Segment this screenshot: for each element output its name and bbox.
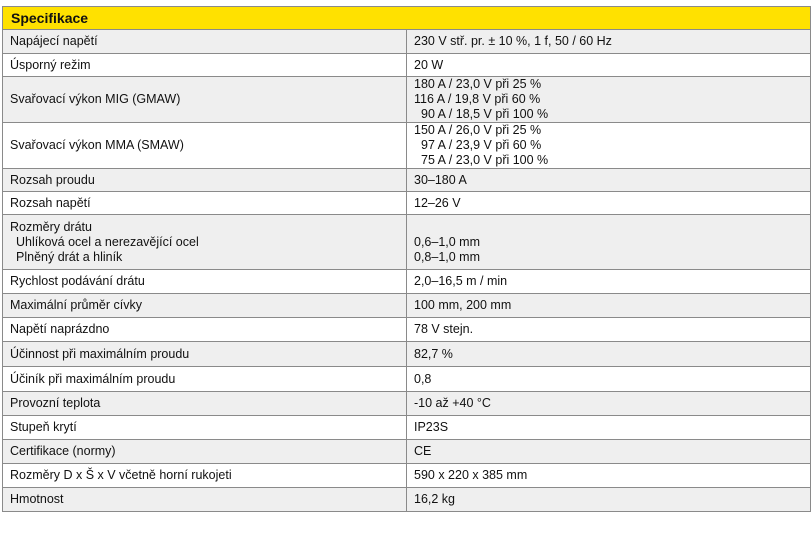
spec-label-cell (3, 77, 407, 123)
spec-value-cell (407, 464, 811, 488)
spec-value-cell (407, 30, 811, 54)
table-header-row (3, 7, 811, 30)
spec-value-cell (407, 77, 811, 123)
spec-label: Rozsah proudu (10, 172, 95, 187)
spec-value-cell (407, 342, 811, 367)
spec-value: 20 W (414, 57, 444, 72)
spec-value: 590 x 220 x 385 mm (414, 468, 528, 482)
spec-label: Rozsah napětí (10, 195, 91, 210)
spec-label: Provozní teplota (10, 396, 101, 410)
spec-row (3, 54, 811, 77)
spec-value-cell (407, 270, 811, 294)
spec-row (3, 440, 811, 464)
spec-value: 82,7 % (414, 346, 453, 361)
spec-label: Napájecí napětí (10, 34, 98, 48)
spec-label: Svařovací výkon MIG (GMAW) (10, 92, 181, 106)
spec-label-cell (3, 464, 407, 488)
spec-value: 116 A / 19,8 V při 60 % (414, 92, 541, 106)
spec-label: Napětí naprázdno (10, 322, 110, 336)
spec-value-cell (407, 294, 811, 318)
spec-row (3, 169, 811, 192)
spec-row (3, 392, 811, 416)
spec-label: Maximální průměr cívky (10, 298, 142, 312)
spec-row (3, 342, 811, 367)
spec-sublabel: Plněný drát a hliník (16, 249, 123, 264)
spec-label: Hmotnost (10, 492, 64, 506)
spec-row (3, 416, 811, 440)
spec-value: CE (414, 444, 432, 458)
spec-row (3, 294, 811, 318)
spec-value: 97 A / 23,9 V při 60 % (421, 138, 542, 152)
spec-label-cell (3, 416, 407, 440)
spec-label: Účiník při maximálním proudu (10, 371, 176, 386)
spec-value-cell (407, 392, 811, 416)
spec-value-cell (407, 123, 811, 169)
spec-value (414, 220, 803, 235)
spec-value-cell (407, 416, 811, 440)
spec-label: Certifikace (normy) (10, 444, 116, 458)
spec-label: Rychlost podávání drátu (10, 274, 145, 288)
spec-label: Úsporný režim (10, 57, 91, 72)
spec-row (3, 367, 811, 392)
spec-value: 180 A / 23,0 V při 25 % (414, 77, 542, 91)
spec-value: IP23S (414, 420, 449, 434)
spec-value: 0,8 (414, 371, 432, 386)
spec-label: Rozměry D x Š x V včetně horní rukojeti (10, 468, 232, 482)
spec-label: Účinnost při maximálním proudu (10, 346, 190, 361)
spec-label-cell (3, 192, 407, 215)
spec-label-cell (3, 367, 407, 392)
spec-row (3, 488, 811, 512)
spec-row (3, 215, 811, 270)
spec-row (3, 464, 811, 488)
spec-value: 30–180 A (414, 172, 467, 187)
spec-value-cell (407, 192, 811, 215)
spec-value: 75 A / 23,0 V při 100 % (421, 153, 549, 167)
spec-label-cell (3, 215, 407, 270)
spec-value: 90 A / 18,5 V při 100 % (421, 107, 549, 121)
spec-label-cell (3, 30, 407, 54)
spec-label: Stupeň krytí (10, 420, 77, 434)
spec-value: 150 A / 26,0 V při 25 % (414, 123, 542, 137)
spec-label-cell (3, 270, 407, 294)
spec-label-cell (3, 294, 407, 318)
spec-label-cell (3, 123, 407, 169)
spec-row (3, 270, 811, 294)
spec-value: 2,0–16,5 m / min (414, 274, 508, 288)
spec-value: 0,6–1,0 mm (414, 234, 481, 249)
spec-row (3, 77, 811, 123)
spec-row (3, 123, 811, 169)
spec-label: Rozměry drátu (10, 219, 92, 234)
spec-value-cell (407, 367, 811, 392)
spec-value: 0,8–1,0 mm (414, 249, 481, 264)
spec-value: 12–26 V (414, 195, 461, 210)
spec-value-cell (407, 54, 811, 77)
spec-row (3, 318, 811, 342)
spec-value-cell (407, 440, 811, 464)
table-title: Specifikace (3, 7, 811, 30)
spec-row (3, 30, 811, 54)
spec-value-cell (407, 215, 811, 270)
spec-label-cell (3, 318, 407, 342)
spec-label-cell (3, 488, 407, 512)
spec-row (3, 192, 811, 215)
spec-value: 100 mm, 200 mm (414, 298, 512, 312)
spec-table (2, 6, 811, 512)
spec-label-cell (3, 440, 407, 464)
spec-value: -10 až +40 °C (414, 396, 491, 410)
spec-value: 230 V stř. pr. ± 10 %, 1 f, 50 / 60 Hz (414, 34, 612, 48)
spec-value: 78 V stejn. (414, 322, 474, 336)
spec-value-cell (407, 488, 811, 512)
spec-value-cell (407, 169, 811, 192)
spec-value-cell (407, 318, 811, 342)
spec-label: Svařovací výkon MMA (SMAW) (10, 138, 184, 152)
spec-sublabel: Uhlíková ocel a nerezavějící ocel (16, 234, 199, 249)
spec-label-cell (3, 54, 407, 77)
spec-label-cell (3, 392, 407, 416)
spec-label-cell (3, 169, 407, 192)
spec-value: 16,2 kg (414, 492, 456, 506)
spec-label-cell (3, 342, 407, 367)
